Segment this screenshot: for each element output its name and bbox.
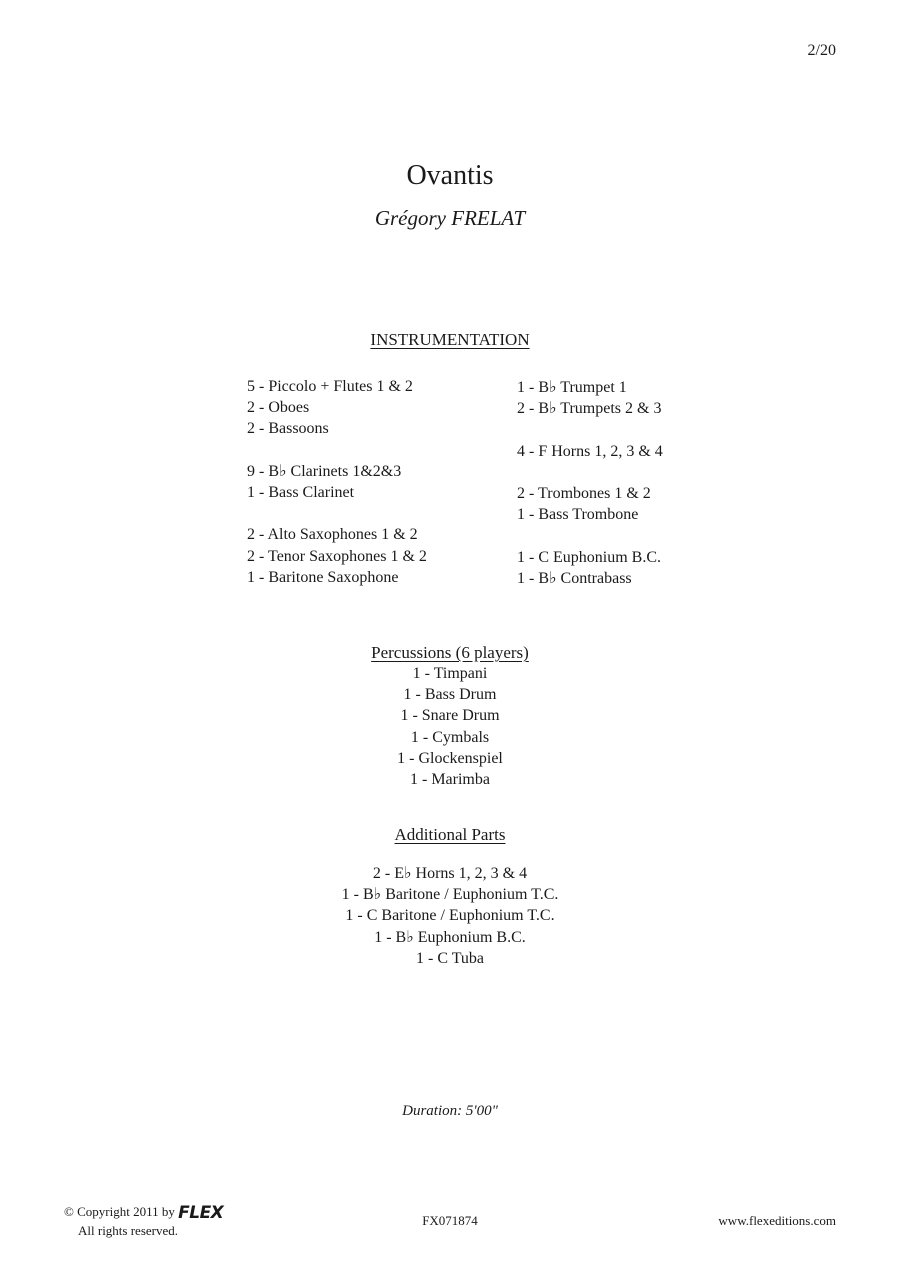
instrument-item: 9 - B♭ Clarinets 1&2&3 bbox=[247, 462, 402, 480]
percussion-item: 1 - Glockenspiel bbox=[397, 749, 503, 767]
additional-parts-heading-text: Additional Parts bbox=[394, 825, 506, 844]
instrument-item: 2 - Oboes bbox=[247, 399, 310, 417]
additional-part-item: 2 - E♭ Horns 1, 2, 3 & 4 bbox=[372, 865, 528, 882]
percussions-heading bbox=[0, 643, 900, 663]
additional-part-item: 1 - C Baritone / Euphonium T.C. bbox=[345, 907, 555, 925]
percussion-item: 1 - Marimba bbox=[410, 771, 490, 789]
instrument-spacer bbox=[247, 440, 427, 461]
flex-logo: FLEX bbox=[178, 1203, 224, 1223]
instrument-item: 1 - Baritone Saxophone bbox=[247, 568, 399, 586]
composer-name: Grégory FRELAT bbox=[374, 206, 526, 230]
percussion-item: 1 - Snare Drum bbox=[400, 707, 500, 725]
instrument-item: 1 - C Euphonium B.C. bbox=[517, 548, 662, 566]
instrument-item: 2 - B♭ Trumpets 2 & 3 bbox=[517, 400, 662, 418]
instrument-item: 2 - Trombones 1 & 2 bbox=[517, 484, 651, 502]
instrumentation-right-column bbox=[517, 377, 663, 589]
page-number: 2/20 bbox=[807, 42, 836, 59]
instrument-item: 2 - Alto Saxophones 1 & 2 bbox=[247, 526, 418, 544]
duration: Duration: 5'00" bbox=[402, 1103, 498, 1119]
instrument-item: 5 - Piccolo + Flutes 1 & 2 bbox=[247, 378, 413, 395]
additional-part-item: 1 - B♭ Baritone / Euphonium T.C. bbox=[341, 886, 559, 904]
additional-parts-heading bbox=[0, 825, 900, 845]
instrument-item: 1 - B♭ Contrabass bbox=[517, 569, 632, 587]
instrument-item: 1 - Bass Clarinet bbox=[247, 484, 355, 501]
instrument-spacer bbox=[517, 419, 663, 440]
piece-title: Ovantis bbox=[406, 160, 494, 191]
instrument-item: 2 - Tenor Saxophones 1 & 2 bbox=[247, 547, 427, 565]
additional-part-item: 1 - C Tuba bbox=[415, 949, 485, 967]
instrument-spacer bbox=[517, 525, 663, 546]
percussion-item: 1 - Cymbals bbox=[410, 728, 490, 746]
catalog-code: FX071874 bbox=[422, 1213, 478, 1228]
percussions-list bbox=[0, 663, 900, 790]
percussion-item: 1 - Timpani bbox=[412, 665, 488, 682]
instrument-item: 2 - Bassoons bbox=[247, 420, 329, 438]
percussions-heading-text: Percussions (6 players) bbox=[371, 643, 529, 662]
instrument-item: 1 - B♭ Trumpet 1 bbox=[517, 379, 627, 396]
instrument-spacer bbox=[247, 503, 427, 524]
instrument-spacer bbox=[517, 462, 663, 483]
instrument-item: 1 - Bass Trombone bbox=[517, 506, 639, 524]
additional-parts-list bbox=[0, 863, 900, 969]
copyright-text: © Copyright 2011 by bbox=[64, 1204, 175, 1219]
instrument-item: 4 - F Horns 1, 2, 3 & 4 bbox=[517, 442, 663, 460]
instrumentation-heading-text: INSTRUMENTATION bbox=[370, 330, 530, 349]
additional-part-item: 1 - B♭ Euphonium B.C. bbox=[374, 928, 526, 946]
percussion-item: 1 - Bass Drum bbox=[403, 686, 497, 704]
website-link[interactable]: www.flexeditions.com bbox=[718, 1213, 836, 1228]
instrumentation-left-column bbox=[247, 376, 427, 588]
instrumentation-heading bbox=[0, 330, 900, 350]
rights-reserved: All rights reserved. bbox=[78, 1223, 179, 1238]
